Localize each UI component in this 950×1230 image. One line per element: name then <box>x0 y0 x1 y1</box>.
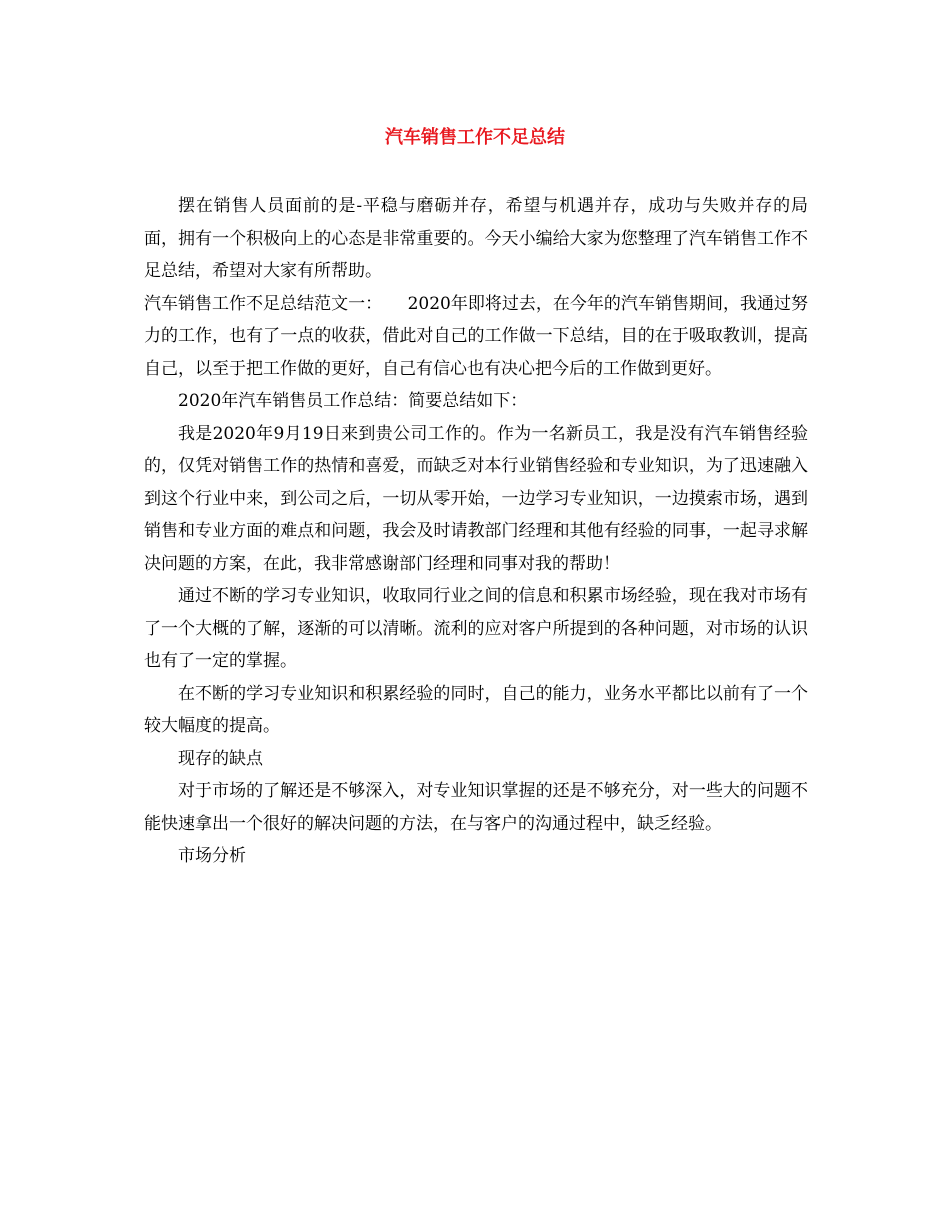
paragraph-summary-heading: 2020年汽车销售员工作总结：简要总结如下： <box>178 391 528 411</box>
paragraph-learning: 通过不断的学习专业知识，收取同行业之间的信息和积累市场经验，现在我对市场有了一个大概的了解，逐渐的可以清晰。流利的应对客户所提到的各种问题，对市场的认识也有了一定的掌握。 <box>144 586 808 671</box>
paragraph-intro: 摆在销售人员面前的是-平稳与磨砺并存，希望与机遇并存，成功与失败并存的局面，拥有一个积极向上的心态是非常重要的。今天小编给大家为您整理了汽车销售工作不足总结，希望对大家有所帮助。 <box>144 196 808 281</box>
document-body <box>144 190 808 873</box>
paragraph-improvement: 在不断的学习专业知识和积累经验的同时，自己的能力，业务水平都比以前有了一个较大幅度的提高。 <box>144 683 808 736</box>
paragraph-sample-one: 汽车销售工作不足总结范文一： 2020年即将过去，在今年的汽车销售期间，我通过努力的工作，也有了一点的收获，借此对自己的工作做一下总结，目的在于吸取教训，提高自己，以至于把工作做的更好，自己有信心也有决心把今后的工作做到更好。 <box>144 293 808 379</box>
section-heading-shortcomings: 现存的缺点 <box>178 748 263 769</box>
section-heading-market-analysis: 市场分析 <box>178 846 246 866</box>
document-title: 汽车销售工作不足总结 <box>385 127 565 148</box>
paragraph-shortcomings: 对于市场的了解还是不够深入，对专业知识掌握的还是不够充分，对一些大的问题不能快速拿出一个很好的解决问题的方法，在与客户的沟通过程中，缺乏经验。 <box>144 781 808 834</box>
paragraph-joining: 我是2020年9月19日来到贵公司工作的。作为一名新员工，我是没有汽车销售经验的，仅凭对销售工作的热情和喜爱，而缺乏对本行业销售经验和专业知识，为了迅速融入到这个行业中来，到公司之后，一切从零开始，一边学习专业知识，一边摸索市场，遇到销售和专业方面的难点和问题，我会及时请教部门经理和其他有经验的同事，一起寻求解决问题的方案，在此，我非常感谢部门经理和同事对我的帮助！ <box>144 423 808 574</box>
